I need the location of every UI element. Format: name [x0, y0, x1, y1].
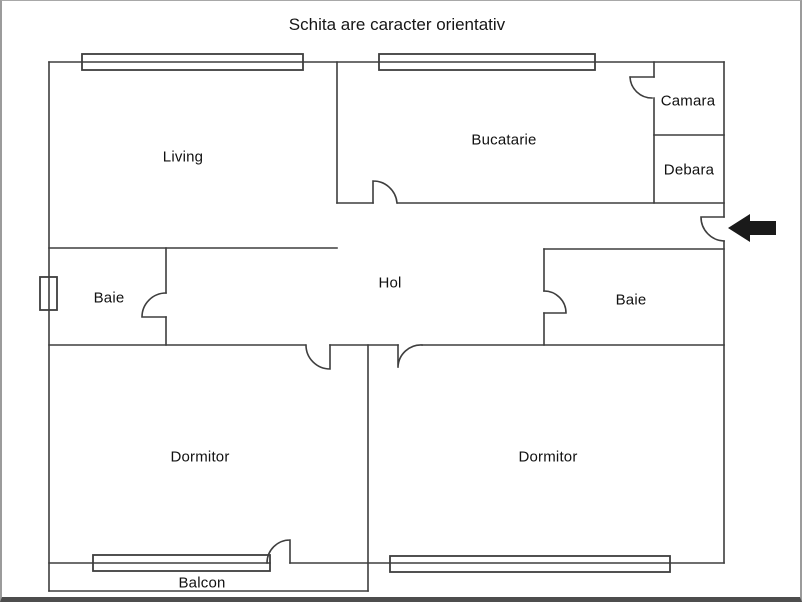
room-label-dormitor-left: Dormitor: [170, 448, 230, 466]
room-label-camara: Camara: [660, 92, 716, 110]
door-dormitor-left: [306, 345, 330, 369]
walls-group: [40, 54, 724, 591]
room-label-baie-left: Baie: [93, 289, 125, 307]
door-camara: [630, 77, 654, 98]
door-entrance: [701, 217, 724, 241]
room-label-living: Living: [162, 148, 204, 166]
door-dormitor-right: [398, 345, 422, 367]
room-label-debara: Debara: [663, 161, 715, 179]
door-baie-left: [142, 293, 166, 317]
room-label-dormitor-right: Dormitor: [518, 448, 578, 466]
plan-title: Schita are caracter orientativ: [288, 15, 506, 34]
window-dormitor-right: [390, 556, 670, 572]
door-baie-right: [544, 291, 566, 313]
door-bucatarie: [373, 181, 397, 203]
room-label-hol: Hol: [378, 274, 402, 292]
room-label-baie-right: Baie: [615, 291, 647, 309]
entrance-arrow-icon: [728, 214, 776, 242]
room-label-balcon: Balcon: [178, 574, 226, 592]
room-label-bucatarie: Bucatarie: [471, 131, 537, 149]
